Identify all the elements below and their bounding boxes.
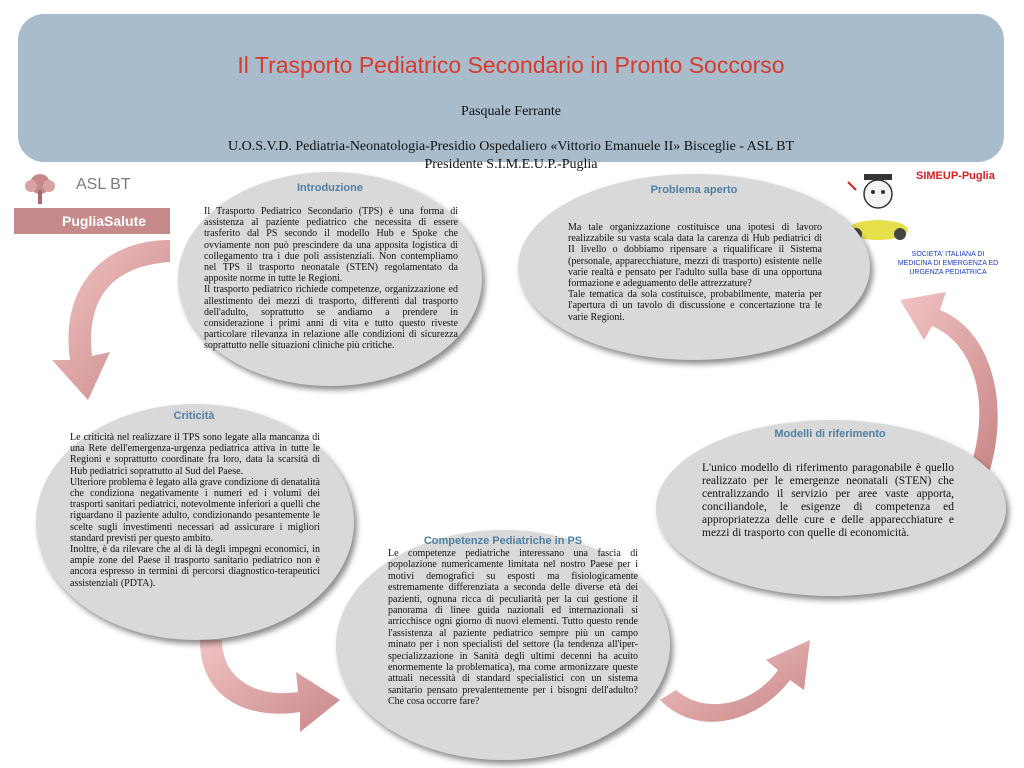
problema-title: Problema aperto <box>650 184 738 196</box>
curved-arrow-icon <box>200 640 340 732</box>
curved-arrow-icon <box>660 640 810 722</box>
modelli-text: L'unico modello di riferimento paragonabile è quello realizzato per le emergenze neonatali (STEN) che centralizzando il servizio per aree vaste apporta, conciliandole, le esigenze di competenza ed appropriatezza delle cure e delle apparecchiature e mezzi di trasporto con quelle di economicità. <box>702 462 954 539</box>
introduzione-text: Il Trasporto Pediatrico Secondario (TPS) è una forma di assistenza al paziente pediatrico che necessita di essere trasferito dal PS secondo il modello Hub e Spoke che ovviamente non può prescindere da una apposita logistica di collegamento tra i due poli assistenziali. Non contempliamo nel TPS il trasporto neonatale (STEN) regolamentato da apposite norme in tutte le Regioni. Il trasporto pediatrico richiede competenze, organizzazione ed allestimento dei mezzi di trasporto, differenti dal trasporto dell'adulto, soprattutto se andiamo a prendere in considerazione i primi anni di vita e tutto questo riveste particolare rilevanza in relazione alle condizioni di sicurezza soprattutto nelle situazioni cliniche più critiche. <box>204 206 458 352</box>
puglia-salute-bar <box>14 208 170 234</box>
asl-tree-logo-icon <box>20 172 60 206</box>
author-name: Pasquale Ferrante <box>461 104 561 119</box>
criticita-text: Le criticità nel realizzare il TPS sono legate alla mancanza di una Rete dell'emergenza-urgenza pediatrica attiva in tutte le Regioni e soprattutto coordinate fra loro, data la scarsità di Hub pediatrici soprattutto al Sud del Paese. Ulteriore problema è legato alla grave condizione di denatalità che condiziona negativamente i numeri ed i volumi dei trasporti sanitari pediatrici, notevolmente inferiori a quelli che riguardano il paziente adulto, condizionando pesantemente le scelte sugli investimenti necessari ad assicurare i migliori standard previsti per questo ambito. Inoltre, è da rilevare che al di là degli impegni economici, in ampie zone del Paese il trasporto sanitario pediatrico non è ancora espresso in termini di percorsi diagnostico-terapeutici assistenziali (PDTA). <box>70 432 320 589</box>
competenze-text: Le competenze pediatriche interessano una fascia di popolazione numericamente limitata nel nostro Paese per i motivi demografici su esposti ma fisiologicamente estremamente differenziata a seconda delle diverse età dei pazienti, ognuna ricca di peculiarità per la cui gestione il panorama di linee guida nazionali ed internazionali si arricchisce ogni giorno di nuovi elementi. Tutto questo rende l'assistenza al paziente pediatrico sempre più un campo minato per i non specialisti del settore (la tendenza all'iper-specializzazione in Sanità degli ultimi decenni ha acuito enormemente la problematica), ma come armonizzare queste attuali necessità di standard specialistici con un sistema sanitario pensato prevalentemente per i bisogni dell'adulto? Che cosa occorre fare? <box>388 548 638 708</box>
competenze-title: Competenze Pediatriche in PS <box>423 535 583 547</box>
curved-arrow-icon <box>52 240 170 400</box>
problema-text: Ma tale organizzazione costituisce una ipotesi di lavoro realizzabile su vasta scala data la carenza di Hub pediatrici di II livello o dobbiamo ripensare a riqualificare il Sistema (personale, apparecchiature, mezzi di trasporto) esistente nelle varie realtà e pensato per l'adulto sulla base di una opportuna formazione e adeguamento delle attrezzature? Tale tematica da sola costituisce, probabilmente, materia per l'apertura di un tavolo di discussione e concertazione tra le varie Regioni. <box>568 222 822 323</box>
poster-header <box>18 14 1004 172</box>
criticita-title: Criticità <box>173 410 215 422</box>
simeup-society: SOCIETA' ITALIANA DI MEDICINA DI EMERGENZA ED URGENZA PEDIATRICA <box>897 251 999 276</box>
asl-logo <box>14 172 174 234</box>
affiliation-line-2: Presidente S.I.M.E.U.P.-Puglia <box>424 157 598 172</box>
simeup-name: SIMEUP-Puglia <box>916 170 995 182</box>
puglia-salute-text: PugliaSalute <box>62 213 147 229</box>
asl-text: ASL BT <box>76 176 131 193</box>
poster-title: Il Trasporto Pediatrico Secondario in Pronto Soccorso <box>237 52 785 78</box>
affiliation-line-1: U.O.S.V.D. Pediatria-Neonatologia-Presidio Ospedaliero «Vittorio Emanuele II» Bisceglie - ASL BT <box>227 139 795 154</box>
modelli-title: Modelli di riferimento <box>774 428 886 440</box>
introduzione-title: Introduzione <box>297 182 363 194</box>
